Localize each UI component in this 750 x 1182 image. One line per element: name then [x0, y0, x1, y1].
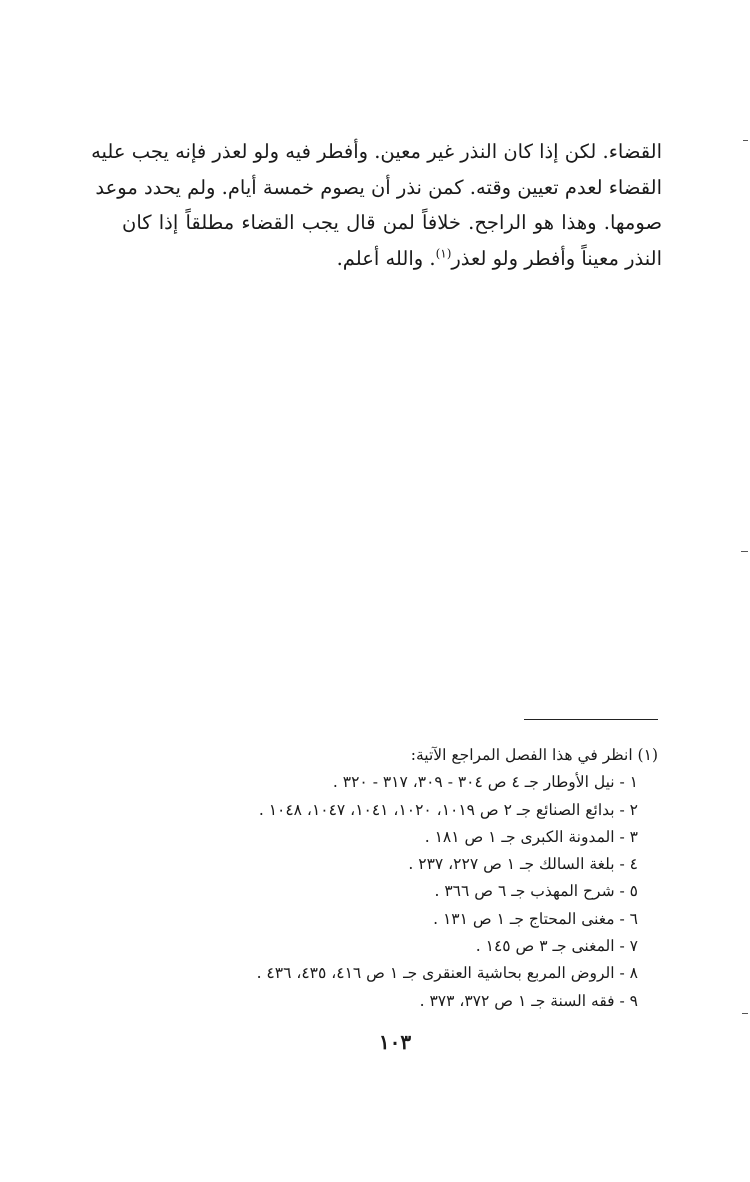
paragraph-line-text: النذر معيناً وأفطر ولو لعذر — [451, 246, 662, 270]
footnote-heading: (١) انظر في هذا الفصل المراجع الآتية: — [410, 746, 658, 764]
scan-edge-mark — [743, 140, 748, 141]
paragraph-line: صومها. وهذا هو الراجح. خلافاً لمن قال يجب القضاء مطلقاً إذا كان — [122, 211, 662, 234]
footnotes-section — [98, 742, 658, 1015]
paragraph-line-tail: . والله أعلم. — [336, 246, 436, 270]
paragraph-last-line — [122, 241, 662, 277]
page-number: ١٠٣ — [378, 1030, 412, 1054]
paragraph-line: القضاء. لكن إذا كان النذر غير معين. وأفطر فيه ولو لعذر فإنه يجب عليه — [91, 140, 662, 163]
reference-item: ١ - نيل الأوطار جـ ٤ ص ٣٠٤ - ٣٠٩، ٣١٧ - ٣٢٠ . — [332, 773, 638, 792]
reference-item: ٨ - الروض المربع بحاشية العنقرى جـ ١ ص ٤١٦، ٤٣٥، ٤٣٦ . — [256, 964, 638, 983]
footnote-separator-rule — [524, 719, 658, 720]
footnote-reference-marker[interactable]: (١) — [435, 246, 452, 260]
reference-item: ٤ - بلغة السالك جـ ١ ص ٢٢٧، ٢٣٧ . — [408, 855, 638, 874]
reference-item: ٣ - المدونة الكبرى جـ ١ ص ١٨١ . — [424, 827, 638, 846]
reference-item: ٦ - مغنى المحتاج جـ ١ ص ١٣١ . — [433, 909, 638, 928]
paragraph-line: القضاء لعدم تعيين وقته. كمن نذر أن يصوم خمسة أيام. ولم يحدد موعد — [95, 175, 662, 199]
main-paragraph — [91, 134, 662, 276]
scan-edge-mark — [741, 551, 748, 552]
reference-item: ٩ - فقه السنة جـ ١ ص ٣٧٢، ٣٧٣ . — [419, 991, 638, 1010]
reference-item: ٥ - شرح المهذب جـ ٦ ص ٣٦٦ . — [434, 882, 638, 901]
reference-item: ٢ - بدائع الصنائع جـ ٢ ص ١٠١٩، ١٠٢٠، ١٠٤١، ١٠٤٧، ١٠٤٨ . — [258, 800, 638, 819]
reference-item: ٧ - المغنى جـ ٣ ص ١٤٥ . — [475, 937, 638, 956]
scan-edge-mark — [742, 1013, 748, 1014]
